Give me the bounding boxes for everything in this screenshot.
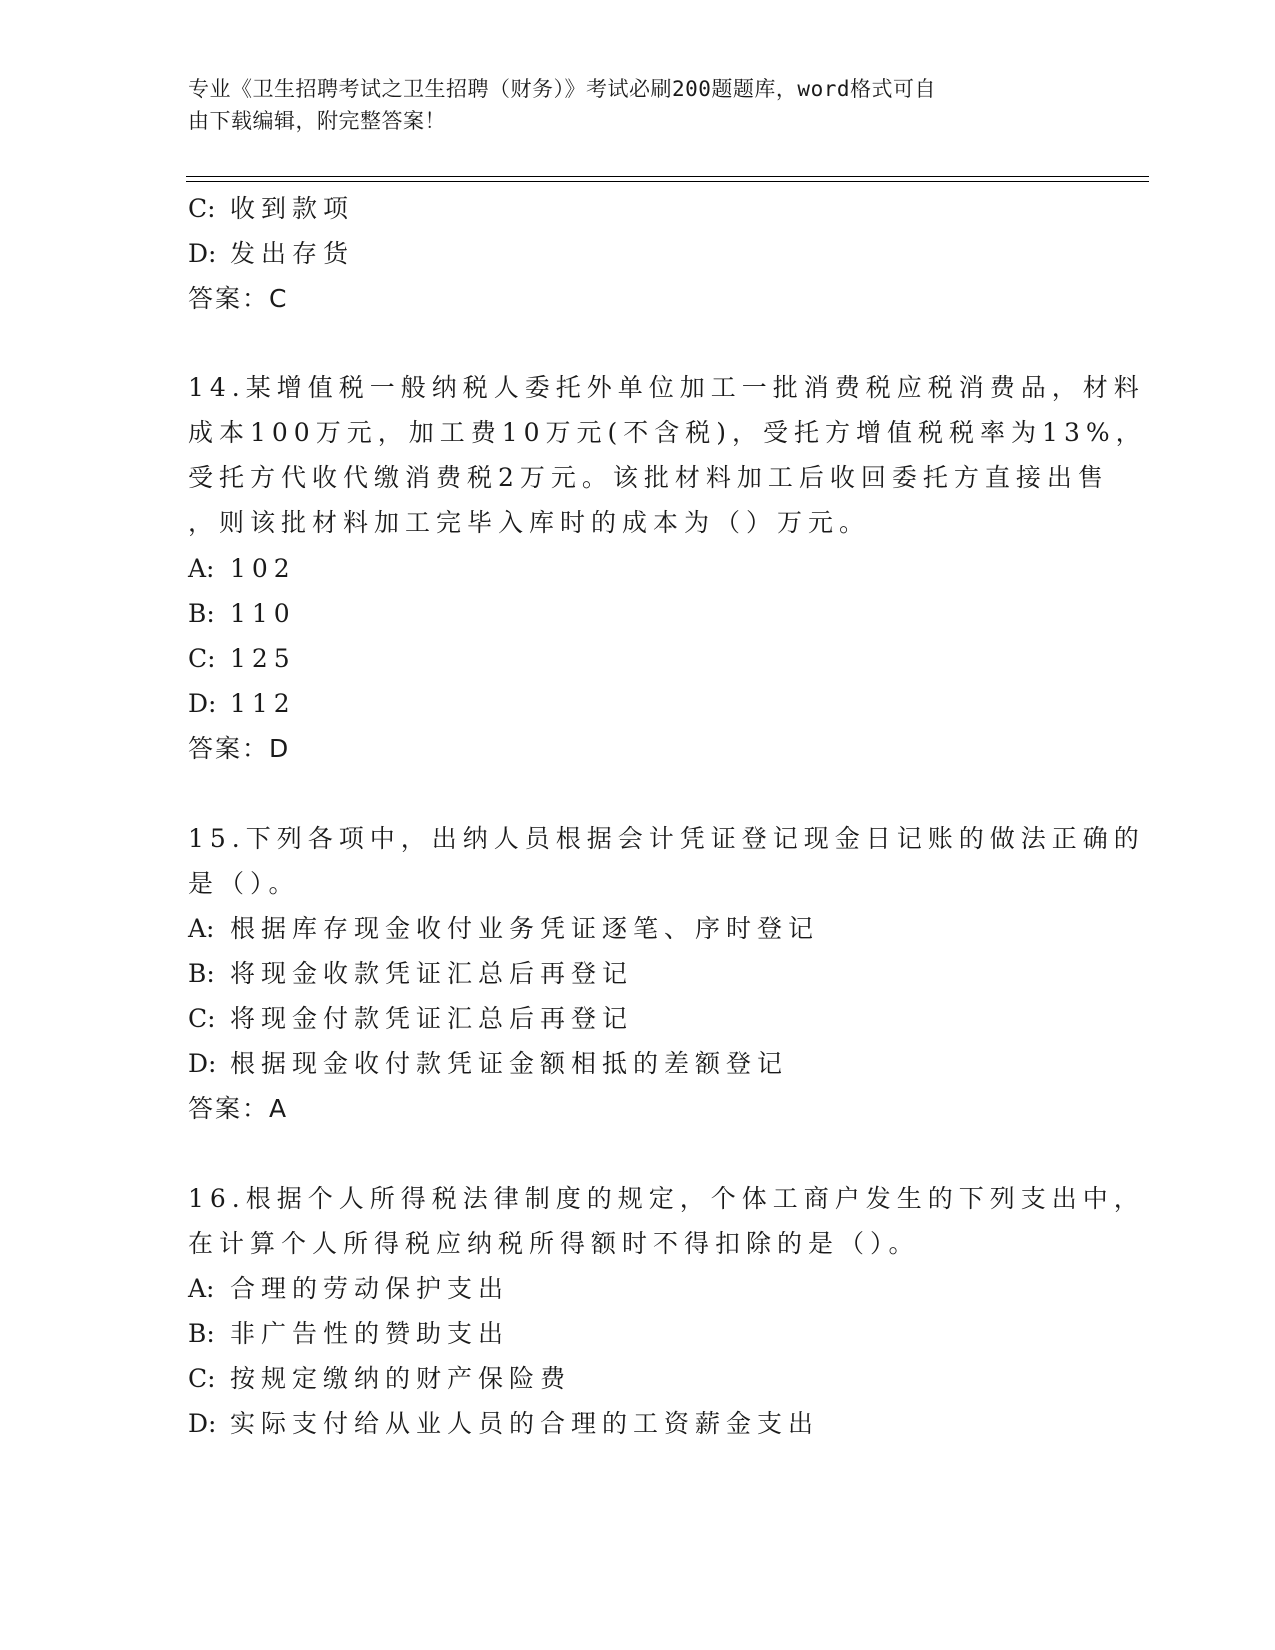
option-text: 合理的劳动保护支出 <box>230 1274 510 1303</box>
option-text: 102 <box>230 554 296 583</box>
option-text: 根据现金收付款凭证金额相抵的差额登记 <box>230 1049 789 1078</box>
option-label: A: <box>188 554 215 583</box>
header-line-1: 专业《卫生招聘考试之卫生招聘（财务）》考试必刷200题题库，word格式可自 <box>188 77 936 101</box>
q16-option-c <box>188 1361 571 1397</box>
option-label: D: <box>188 689 217 718</box>
q13-answer: 答案：C <box>188 284 289 313</box>
header-divider-top <box>186 176 1149 177</box>
q14-text-line-3: 受托方代收代缴消费税2万元。该批材料加工后收回委托方直接出售 <box>188 463 1109 492</box>
q16-text-line-2: 在计算个人所得税应纳税所得额时不得扣除的是（）。 <box>188 1229 920 1258</box>
q16-option-a <box>188 1271 509 1307</box>
option-text: 收到款项 <box>230 194 355 223</box>
q15-option-b <box>188 956 633 992</box>
q15-answer: 答案：A <box>188 1094 289 1123</box>
option-label: B: <box>188 599 215 628</box>
q14-text-line-1: 14.某增值税一般纳税人委托外单位加工一批消费税应税消费品，材料 <box>188 373 1145 402</box>
option-label: D: <box>188 1049 217 1078</box>
q14-option-a <box>188 551 296 587</box>
option-text: 实际支付给从业人员的合理的工资薪金支出 <box>230 1409 820 1438</box>
q14-text-line-4: ，则该批材料加工完毕入库时的成本为（）万元。 <box>188 508 871 537</box>
q14-answer: 答案：D <box>188 734 291 763</box>
q15-text-line-1: 15.下列各项中，出纳人员根据会计凭证登记现金日记账的做法正确的 <box>188 824 1145 853</box>
q14-text-line-2: 成本100万元，加工费10万元(不含税)，受托方增值税税率为13%， <box>188 418 1147 447</box>
q13-option-d <box>188 236 354 272</box>
q16-option-d <box>188 1406 819 1442</box>
option-label: B: <box>188 1319 215 1348</box>
option-text: 发出存货 <box>230 239 355 268</box>
q15-option-c <box>188 1001 633 1037</box>
option-text: 非广告性的赞助支出 <box>230 1319 510 1348</box>
option-label: C: <box>188 194 216 223</box>
option-text: 125 <box>230 644 296 673</box>
q14-option-c <box>188 641 296 677</box>
q13-option-c <box>188 191 354 227</box>
header-divider-bottom <box>186 181 1149 182</box>
q15-option-a <box>188 911 819 947</box>
option-label: B: <box>188 959 215 988</box>
q15-option-d <box>188 1046 788 1082</box>
option-text: 将现金收款凭证汇总后再登记 <box>230 959 634 988</box>
option-label: D: <box>188 239 217 268</box>
option-label: C: <box>188 644 216 673</box>
option-label: A: <box>188 1274 215 1303</box>
q16-option-b <box>188 1316 509 1352</box>
option-label: C: <box>188 1364 216 1393</box>
option-label: C: <box>188 1004 216 1033</box>
option-text: 按规定缴纳的财产保险费 <box>230 1364 572 1393</box>
q15-text-line-2: 是（）。 <box>188 869 300 898</box>
option-text: 110 <box>230 599 296 628</box>
q14-option-d <box>188 686 296 722</box>
q16-text-line-1: 16.根据个人所得税法律制度的规定，个体工商户发生的下列支出中， <box>188 1184 1145 1213</box>
option-label: D: <box>188 1409 217 1438</box>
option-text: 将现金付款凭证汇总后再登记 <box>230 1004 634 1033</box>
option-text: 112 <box>230 689 296 718</box>
q14-option-b <box>188 596 296 632</box>
option-text: 根据库存现金收付业务凭证逐笔、序时登记 <box>230 914 820 943</box>
option-label: A: <box>188 914 215 943</box>
header-line-2: 由下载编辑，附完整答案！ <box>188 109 446 133</box>
document-header <box>188 73 1068 137</box>
